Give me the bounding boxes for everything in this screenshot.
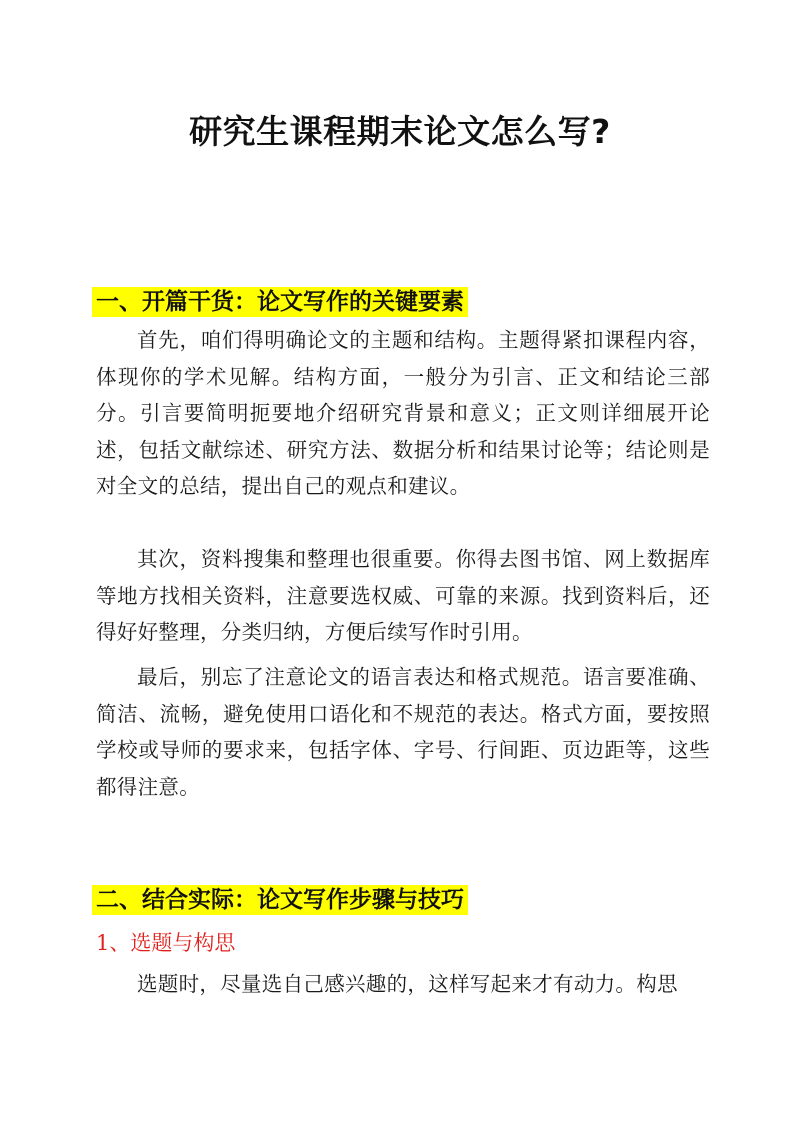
section-heading-2-text: 二、结合实际：论文写作步骤与技巧 [92, 885, 468, 915]
section-1-paragraph-3: 最后，别忘了注意论文的语言表达和格式规范。语言要准确、简洁、流畅，避免使用口语化和不规范的表达。格式方面，要按照学校或导师的要求来，包括字体、字号、行间距、页边距等，这些都得注意。 [96, 665, 710, 799]
section-heading-1-text: 一、开篇干货：论文写作的关键要素 [92, 287, 468, 317]
subheading-topic-selection: 1、选题与构思 [96, 931, 236, 955]
section-1-paragraph-1: 首先，咱们得明确论文的主题和结构。主题得紧扣课程内容，体现你的学术见解。结构方面，一般分为引言、正文和结论三部分。引言要简明扼要地介绍研究背景和意义；正文则详细展开论述，包括文献综述、研究方法、数据分析和结果讨论等；结论则是对全文的总结，提出自己的观点和建议。 [96, 328, 710, 498]
section-heading-1 [92, 283, 468, 321]
section-2-paragraph-1: 选题时，尽量选自己感兴趣的，这样写起来才有动力。构思 [137, 972, 678, 996]
section-1-paragraph-2: 其次，资料搜集和整理也很重要。你得去图书馆、网上数据库等地方找相关资料，注意要选权威、可靠的来源。找到资料后，还得好好整理，分类归纳，方便后续写作时引用。 [96, 547, 710, 644]
section-heading-2 [92, 881, 468, 919]
page-title: 研究生课程期末论文怎么写? [189, 112, 611, 151]
